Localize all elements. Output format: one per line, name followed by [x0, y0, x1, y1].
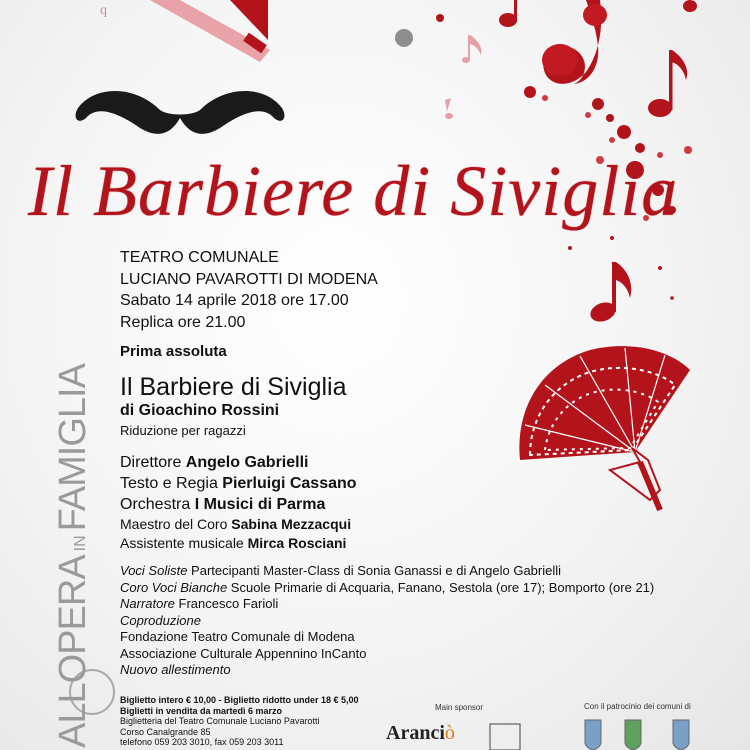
detail-label: Coproduzione: [120, 612, 201, 628]
sponsor-logo-2: [490, 724, 520, 750]
script-title: Il Barbiere di Siviglia: [28, 151, 679, 231]
sponsor-name-accent: ò: [444, 722, 455, 744]
detail-text: Fondazione Teatro Comunale di Modena: [120, 629, 355, 644]
credit-row: [120, 515, 720, 534]
event-info: [120, 247, 720, 679]
credit-name: Sabina Mezzacqui: [231, 516, 352, 532]
detail-text: Associazione Culturale Appennino InCanto: [120, 645, 367, 661]
credit-role: Assistente musicale: [120, 535, 248, 551]
venue-block: [120, 247, 720, 333]
detail-text: Partecipanti Master-Class di Sonia Ganassi e di Angelo Gabrielli: [187, 563, 562, 578]
detail-row: [120, 563, 720, 580]
credit-row: [120, 494, 720, 515]
detail-row: [120, 629, 720, 646]
detail-label: Narratore: [120, 596, 175, 611]
credit-name: Angelo Gabrielli: [185, 454, 309, 471]
detail-label: Coro Voci Bianche: [120, 579, 228, 595]
ticket-line: Biglietteria del Teatro Comunale Luciano Pavarotti: [120, 716, 320, 726]
credit-role: Direttore: [120, 454, 186, 471]
ticket-info: [120, 695, 359, 748]
credit-role: Testo e Regia: [120, 475, 223, 492]
detail-row: [120, 613, 720, 630]
credit-row: [120, 473, 720, 494]
ticket-line: Corso Canalgrande 85: [120, 726, 211, 737]
credit-row: [120, 452, 720, 473]
credit-name: Pierluigi Cassano: [222, 475, 357, 492]
credit-name: I Musici di Parma: [194, 496, 326, 513]
svg-text:q: q: [100, 3, 107, 18]
sponsor-logo: [386, 722, 455, 745]
detail-row: [120, 580, 720, 597]
credit-name: Mirca Rosciani: [247, 535, 347, 551]
credits-list: [120, 452, 720, 553]
vertical-series-title: [52, 364, 95, 748]
show-title: Il Barbiere di Siviglia: [120, 373, 347, 401]
detail-row: [120, 596, 720, 613]
detail-text: Francesco Farioli: [174, 596, 279, 611]
sponsor-label: Main sponsor: [435, 703, 484, 712]
vertical-title-left: ALL: [52, 683, 94, 748]
venue-line: LUCIANO PAVAROTTI DI MODENA: [120, 270, 378, 288]
razor-icon: [100, 0, 270, 62]
music-notes-icon: [445, 0, 697, 119]
ticket-line: Biglietti in vendita da martedì 6 marzo: [120, 705, 283, 716]
venue-line: Sabato 14 aprile 2018 ore 17.00: [120, 292, 349, 309]
mustache-icon: [76, 91, 285, 134]
vertical-title-right: FAMIGLIA: [52, 364, 94, 532]
riduzione-label: Riduzione per ragazzi: [120, 423, 246, 438]
venue-line: Replica ore 21.00: [120, 313, 246, 331]
credit-row: [120, 534, 720, 553]
municipality-crests: [585, 720, 689, 750]
details-list: [120, 563, 720, 679]
detail-row: [120, 646, 720, 663]
venue-line: TEATRO COMUNALE: [120, 249, 279, 266]
patrocinio-label: Con il patrocinio dei comuni di: [584, 702, 691, 711]
detail-row: [120, 662, 720, 679]
prima-label: Prima assoluta: [120, 343, 227, 360]
credit-role: Maestro del Coro: [120, 516, 232, 532]
sponsor-name: Aranci: [386, 722, 445, 744]
ticket-line: telefono 059 203 3010, fax 059 203 3011: [120, 737, 284, 747]
detail-text: Scuole Primarie di Acquaria, Fanano, Sestola (ore 17); Bomporto (ore 21): [227, 579, 655, 595]
ticket-line: Biglietto intero € 10,00 - Biglietto ridotto under 18 € 5,00: [120, 695, 359, 705]
composer: di Gioachino Rossini: [120, 402, 280, 419]
vertical-title-main: OPERA: [52, 555, 94, 684]
detail-label: Nuovo allestimento: [120, 662, 231, 677]
detail-label: Voci Soliste: [120, 563, 188, 578]
credit-role: Orchestra: [120, 496, 195, 513]
vertical-title-mid: IN: [72, 535, 89, 552]
